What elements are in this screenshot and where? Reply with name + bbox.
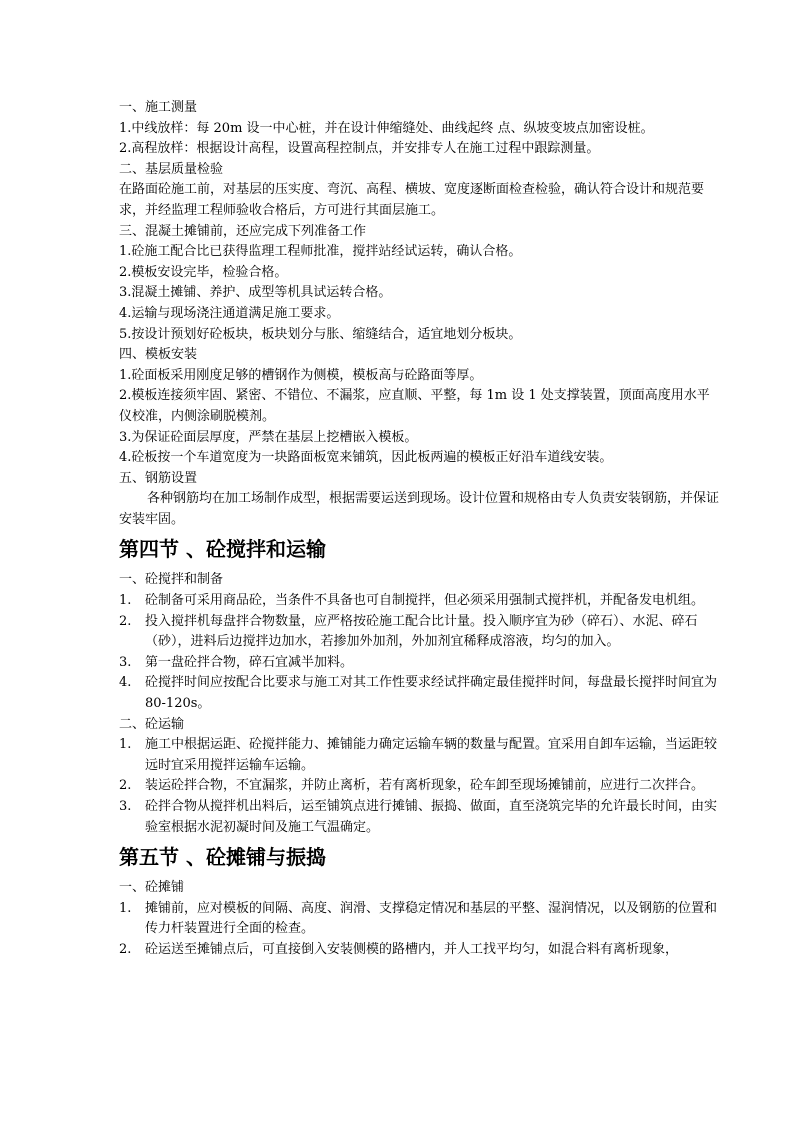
heading-base-inspection: 二、基层质量检验	[119, 161, 224, 177]
paragraph: 1.中线放样：每 20m 设一中心桩，并在设计伸缩缝处、曲线起终 点、纵坡变坡点加密设桩。	[119, 120, 654, 136]
heading-construction-survey: 一、施工测量	[119, 100, 198, 115]
list-item	[119, 653, 719, 674]
paragraph: 4.砼板按一个车道宽度为一块路面板宽来铺筑，因此板两遍的模板正好沿车道线安装。	[119, 450, 613, 466]
paragraph: 1.砼面板采用刚度足够的槽钢作为侧模，模板高与砼路面等厚。	[119, 367, 483, 383]
list-number: 3.	[119, 799, 132, 814]
heading-pre-paving-prep: 三、混凝土摊铺前，还应完成下列准备工作	[119, 223, 367, 239]
subheading-mixing: 一、砼搅拌和制备	[119, 572, 224, 588]
list-number: 1.	[119, 900, 132, 916]
mixing-list	[119, 591, 719, 715]
list-text: 投入搅拌机每盘拌合物数量，应严格按砼施工配合比计量。投入顺序宜为砂（碎石）、水泥、碎石（砂），进料后边搅拌边加水，若掺加外加剂，外加剂宜稀释成溶液，均匀的加入。	[145, 613, 698, 650]
section-title-4: 第四节 、砼搅拌和运输	[119, 537, 326, 562]
list-item	[119, 673, 719, 714]
heading-formwork: 四、模板安装	[119, 347, 198, 363]
list-item	[119, 797, 719, 838]
paragraph: 5.按设计预划好砼板块，板块划分与胀、缩缝结合，适宜地划分板块。	[119, 326, 522, 342]
paragraph: 2.高程放样：根据设计高程，设置高程控制点，并安排专人在施工过程中跟踪测量。	[119, 141, 600, 157]
list-text: 摊铺前，应对模板的间隔、高度、润滑、支撑稳定情况和基层的平整、湿润情况，以及钢筋的位置和传力杆装置进行全面的检查。	[145, 900, 718, 937]
paragraph: 1.砼施工配合比已获得监理工程师批准，搅拌站经试运转，确认合格。	[119, 244, 522, 260]
list-number: 2.	[119, 778, 132, 794]
list-number: 3.	[119, 654, 132, 670]
list-text: 砼拌合物从搅拌机出料后，运至铺筑点进行摊铺、振捣、做面，直至浇筑完毕的允许最长时间，由实验室根据水泥初凝时间及施工气温确定。	[145, 799, 718, 835]
paragraph: 2.模板连接须牢固、紧密、不错位、不漏浆，应直顺、平整，每 1m 设 1 处支撑装置，顶面高度用水平仪校准，内侧涂刷脱模剂。	[119, 388, 710, 424]
list-text: 砼制备可采用商品砼，当条件不具备也可自制搅拌，但必须采用强制式搅拌机，并配备发电机组。	[145, 593, 705, 609]
list-text: 砼运送至摊铺点后，可直接倒入安装侧模的路槽内，并人工找平均匀，如混合料有离析现象，	[145, 941, 679, 957]
list-item	[119, 735, 719, 776]
list-item	[119, 940, 719, 961]
list-text: 砼搅拌时间应按配合比要求与施工对其工作性要求经试拌确定最佳搅拌时间，每盘最长搅拌时间宜为 80-120s。	[145, 675, 718, 712]
paragraph: 3.混凝土摊铺、养护、成型等机具试运转合格。	[119, 285, 392, 301]
heading-rebar: 五、钢筋设置	[119, 470, 198, 486]
list-item	[119, 899, 719, 940]
paragraph-rebar: 各种钢筋均在加工场制作成型，根据需要运送到现场。设计位置和规格由专人负责安装钢筋，并保证安装牢固。	[119, 491, 720, 527]
subheading-transport: 二、砼运输	[119, 716, 185, 732]
document-page	[119, 98, 719, 961]
list-number: 2.	[119, 613, 132, 629]
construction-prep-text	[119, 98, 719, 530]
paragraph: 2.模板安设完毕，检验合格。	[119, 264, 288, 280]
list-number: 2.	[119, 941, 132, 957]
list-item	[119, 776, 719, 797]
paving-list	[119, 899, 719, 961]
list-text: 施工中根据运距、砼搅拌能力、摊铺能力确定运输车辆的数量与配置。宜采用自卸车运输，当运距较远时宜采用搅拌运输车运输。	[145, 737, 718, 773]
list-item	[119, 591, 719, 612]
list-number: 1.	[119, 737, 132, 753]
list-number: 4.	[119, 675, 132, 691]
paragraph: 4.运输与现场浇注通道满足施工要求。	[119, 305, 340, 321]
paragraph: 3.为保证砼面层厚度，严禁在基层上挖槽嵌入模板。	[119, 429, 418, 445]
transport-list	[119, 735, 719, 838]
list-item	[119, 612, 719, 653]
paragraph: 在路面砼施工前，对基层的压实度、弯沉、高程、横坡、宽度逐断面检查检验，确认符合设计和规范要求，并经监理工程师验收合格后，方可进行其面层施工。	[119, 182, 705, 218]
list-text: 第一盘砼拌合物，碎石宜减半加料。	[145, 654, 354, 670]
list-number: 1.	[119, 593, 132, 609]
subheading-paving: 一、砼摊铺	[119, 880, 185, 896]
list-text: 装运砼拌合物，不宜漏浆，并防止离析，若有离析现象，砼车卸至现场摊铺前，应进行二次拌合。	[145, 778, 705, 794]
section-title-5: 第五节 、砼摊铺与振捣	[119, 845, 326, 870]
